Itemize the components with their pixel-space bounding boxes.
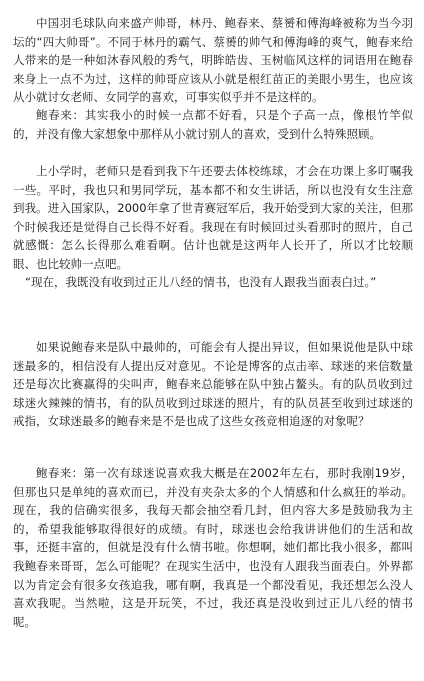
- body-paragraph-fans: 如果说鲍春来是队中最帅的，可能会有人提出异议，但如果说他是队中球迷最多的，相信没有人提出反对意见。不论是博客的点击率、球迷的来信数量还是每次比赛赢得的尖叫声，鲍春来总能够在队中独占鳌头。有的队员收到过球迷火辣辣的情书，有的队员收到过球迷的照片，有的队员甚至收到过球迷的戒指，女球迷最多的鲍春来是不是也成了这些女孩竞相追逐的对象呢？: [13, 340, 413, 429]
- quote-paragraph-childhood: 鲍春来：其实我小的时候一点都不好看，只是个子高一点，像根竹竿似的，并没有像大家想象中那样从小就讨别人的喜欢，受到什么特殊照顾。: [13, 108, 413, 141]
- quote-paragraph-love-letters: 鲍春来：第一次有球迷说喜欢我大概是在2002年左右，那时我刚19岁，但那也只是单纯的喜欢而已，并没有夹杂太多的个人情感和什么疯狂的举动。现在，我的信确实很多，我每天都会抽空看几封，但内容大多是鼓励我为主的，希望我能够取得很好的成绩。有时，球迷也会给我讲讲他们的生活和故事，还挺丰富的，但就是没有什么情书啦。你想啊，她们都比我小很多，都叫我鲍春来哥哥，怎么可能呢？在现实生活中，也没有人跟我当面表白。外界都以为肯定会有很多女孩追我，哪有啊，我真是一个都没看见，我还想怎么没人喜欢我呢。当然啦，这是开玩笑，不过，我还真是没收到过正儿八经的情书呢。: [13, 466, 413, 629]
- pull-quote-paragraph: “现在，我既没有收到过正儿八经的情书，也没有人跟我当面表白过。”: [25, 275, 377, 289]
- body-paragraph-school: 上小学时，老师只是看到我下午还要去体校练球，才会在功课上多叮嘱我一些。平时，我也只和男同学玩，基本都不和女生讲话，所以也没有女生注意到我。进入国家队，2000年拿了世青赛冠军后，我开始受到大家的关注，但那个时候我还是觉得自己长得不好看。我现在有时候回过头看那时的照片，自己就感慨：怎么长得那么难看啊。估计也就是这两年人长开了，所以才比较顺眼、也比较帅一点吧。: [13, 164, 413, 271]
- intro-paragraph: 中国羽毛球队向来盛产帅哥，林丹、鲍春来、蔡赟和傅海峰被称为当今羽坛的“四大帅哥”。不同于林丹的霸气、蔡赟的帅气和傅海峰的爽气，鲍春来给人带来的是一种如沐春风般的秀气，明眸皓齿、玉树临风这样的词语用在鲍春来身上一点不为过，这样的帅哥应该从小就是根红苗正的美眼小男生，也应该从小就讨女老师、女同学的喜欢，可事实似乎并不是这样的。: [13, 16, 413, 105]
